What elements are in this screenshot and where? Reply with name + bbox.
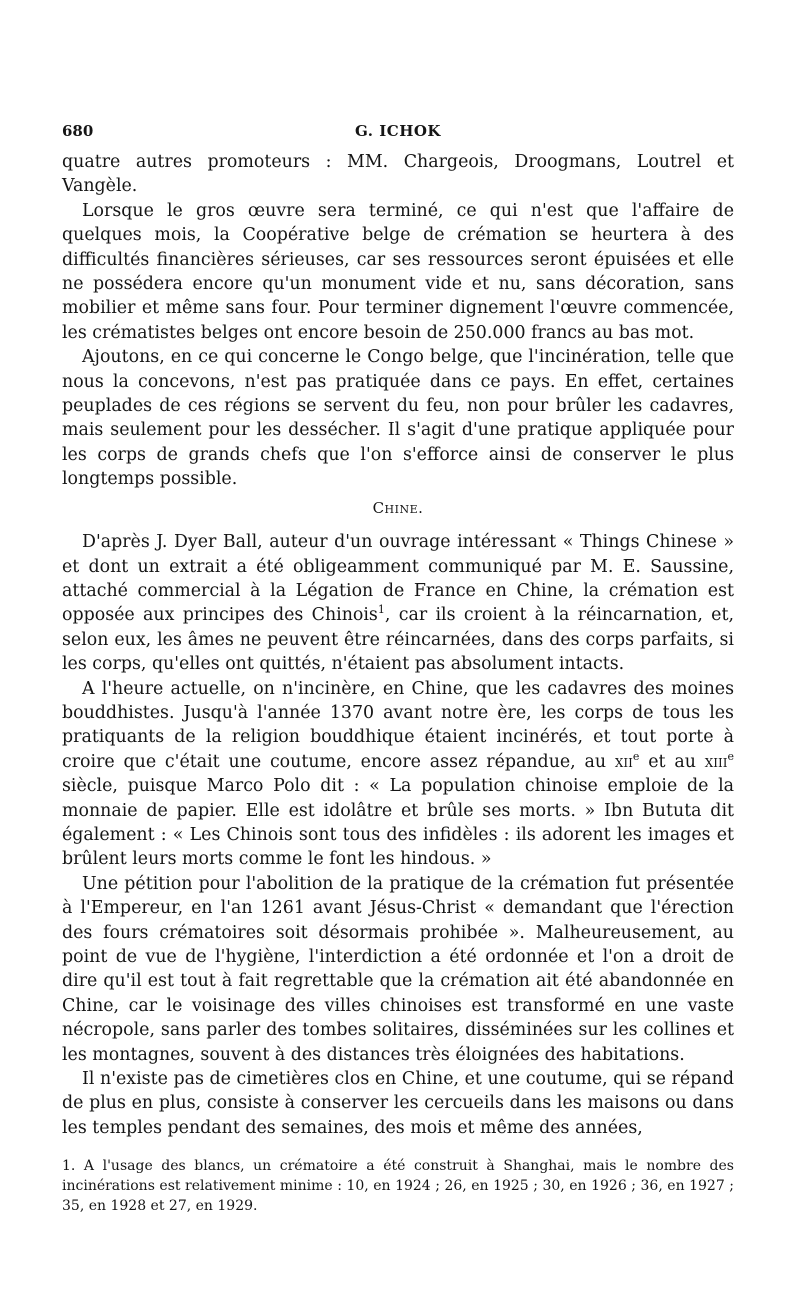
paragraph: Il n'existe pas de cimetières clos en Chine, et une coutume, qui se répand de plus en plus, consiste à conserver les cercueils dans les maisons ou dans les temples pendant des semaines, des mois et même des années, (62, 1069, 734, 1138)
footnote-reference: 1 (377, 603, 385, 617)
text-run: D'après J. Dyer Ball, auteur d'un ouvrage intéressant « Things Chinese » et dont un extrait a été obligeamment communiqué par M. E. Saussine, attaché commercial à la Légation de France en Chine, la crémation est opposée aux principes des Chinois (62, 532, 734, 626)
superscript: e (632, 749, 640, 763)
text-run: et au (639, 751, 705, 772)
book-page (62, 112, 734, 1216)
paragraph (62, 530, 734, 676)
body-text (62, 150, 734, 1140)
footnotes (62, 1156, 734, 1216)
century-numeral: xii (614, 751, 633, 772)
superscript: e (727, 749, 734, 763)
section-title: Chine. (372, 498, 424, 517)
footnote: 1. A l'usage des blancs, un crématoire a été construit à Shanghai, mais le nombre des incinérations est relativement minime : 10, en 1924 ; 26, en 1925 ; 30, en 1926 ; 36, en 1927 ; 35, en 1928 et 27, en 1929. (62, 1158, 734, 1215)
century-numeral: xiii (704, 751, 728, 772)
paragraph: Lorsque le gros œuvre sera terminé, ce qui n'est que l'affaire de quelques mois, la Coopérative belge de crémation se heurtera à des difficultés financières sérieuses, car ses ressources seront épuisées et elle ne possédera encore qu'un monument vide et nu, sans décoration, sans mobilier et même sans four. Pour terminer dignement l'œuvre commencée, les crématistes belges ont encore besoin de 250.000 francs au bas mot. (62, 200, 734, 343)
paragraph-continuation: quatre autres promoteurs : MM. Chargeois, Droogmans, Loutrel et Vangèle. (62, 152, 734, 197)
running-title: G. ICHOK (355, 122, 441, 140)
page-number: 680 (62, 122, 94, 140)
paragraph: Une pétition pour l'abolition de la pratique de la crémation fut présentée à l'Empereur, en l'an 1261 avant Jésus-Christ « demandant que l'érection des fours crématoires soit désormais prohibée ». Malheureusement, au point de vue de l'hygiène, l'interdiction a été ordonnée et l'on a droit de dire qu'il est tout à fait regrettable que la crémation ait été abandonnée en Chine, car le voisinage des villes chinoises est transformé en une vaste nécropole, sans parler des tombes solitaires, disséminées sur les collines et les montagnes, souvent à des distances très éloignées des habitations. (62, 873, 734, 1065)
paragraph: Ajoutons, en ce qui concerne le Congo belge, que l'incinération, telle que nous la concevons, n'est pas pratiquée dans ce pays. En effet, certaines peuplades de ces régions se servent du feu, non pour brûler les cadavres, mais seulement pour les dessécher. Il s'agit d'une pratique appliquée pour les corps de grands chefs que l'on s'efforce ainsi de conserver le plus longtemps possible. (62, 347, 734, 490)
paragraph (62, 677, 734, 872)
text-run: A l'heure actuelle, on n'incinère, en Chine, que les cadavres des moines bouddhistes. Jusqu'à l'année 1370 avant notre ère, les corps de tous les pratiquants de la religion bouddhique étaient incinérés, et tout porte à croire que c'était une coutume, encore assez répandue, au (62, 678, 734, 772)
text-run: , car ils croient à la réincarnation, et, selon eux, les âmes ne peuvent être réincarnées, dans des corps parfaits, si les corps, qu'elles ont quittés, n'étaient pas absolument intacts. (62, 605, 734, 675)
page-header (62, 112, 734, 140)
text-run: siècle, puisque Marco Polo dit : « La population chinoise emploie de la monnaie de papier. Elle est idolâtre et brûle ses morts. » Ibn Bututa dit également : « Les Chinois sont tous des infidèles : ils adorent les images et brûlent leurs morts comme le font les hindous. » (62, 776, 734, 870)
